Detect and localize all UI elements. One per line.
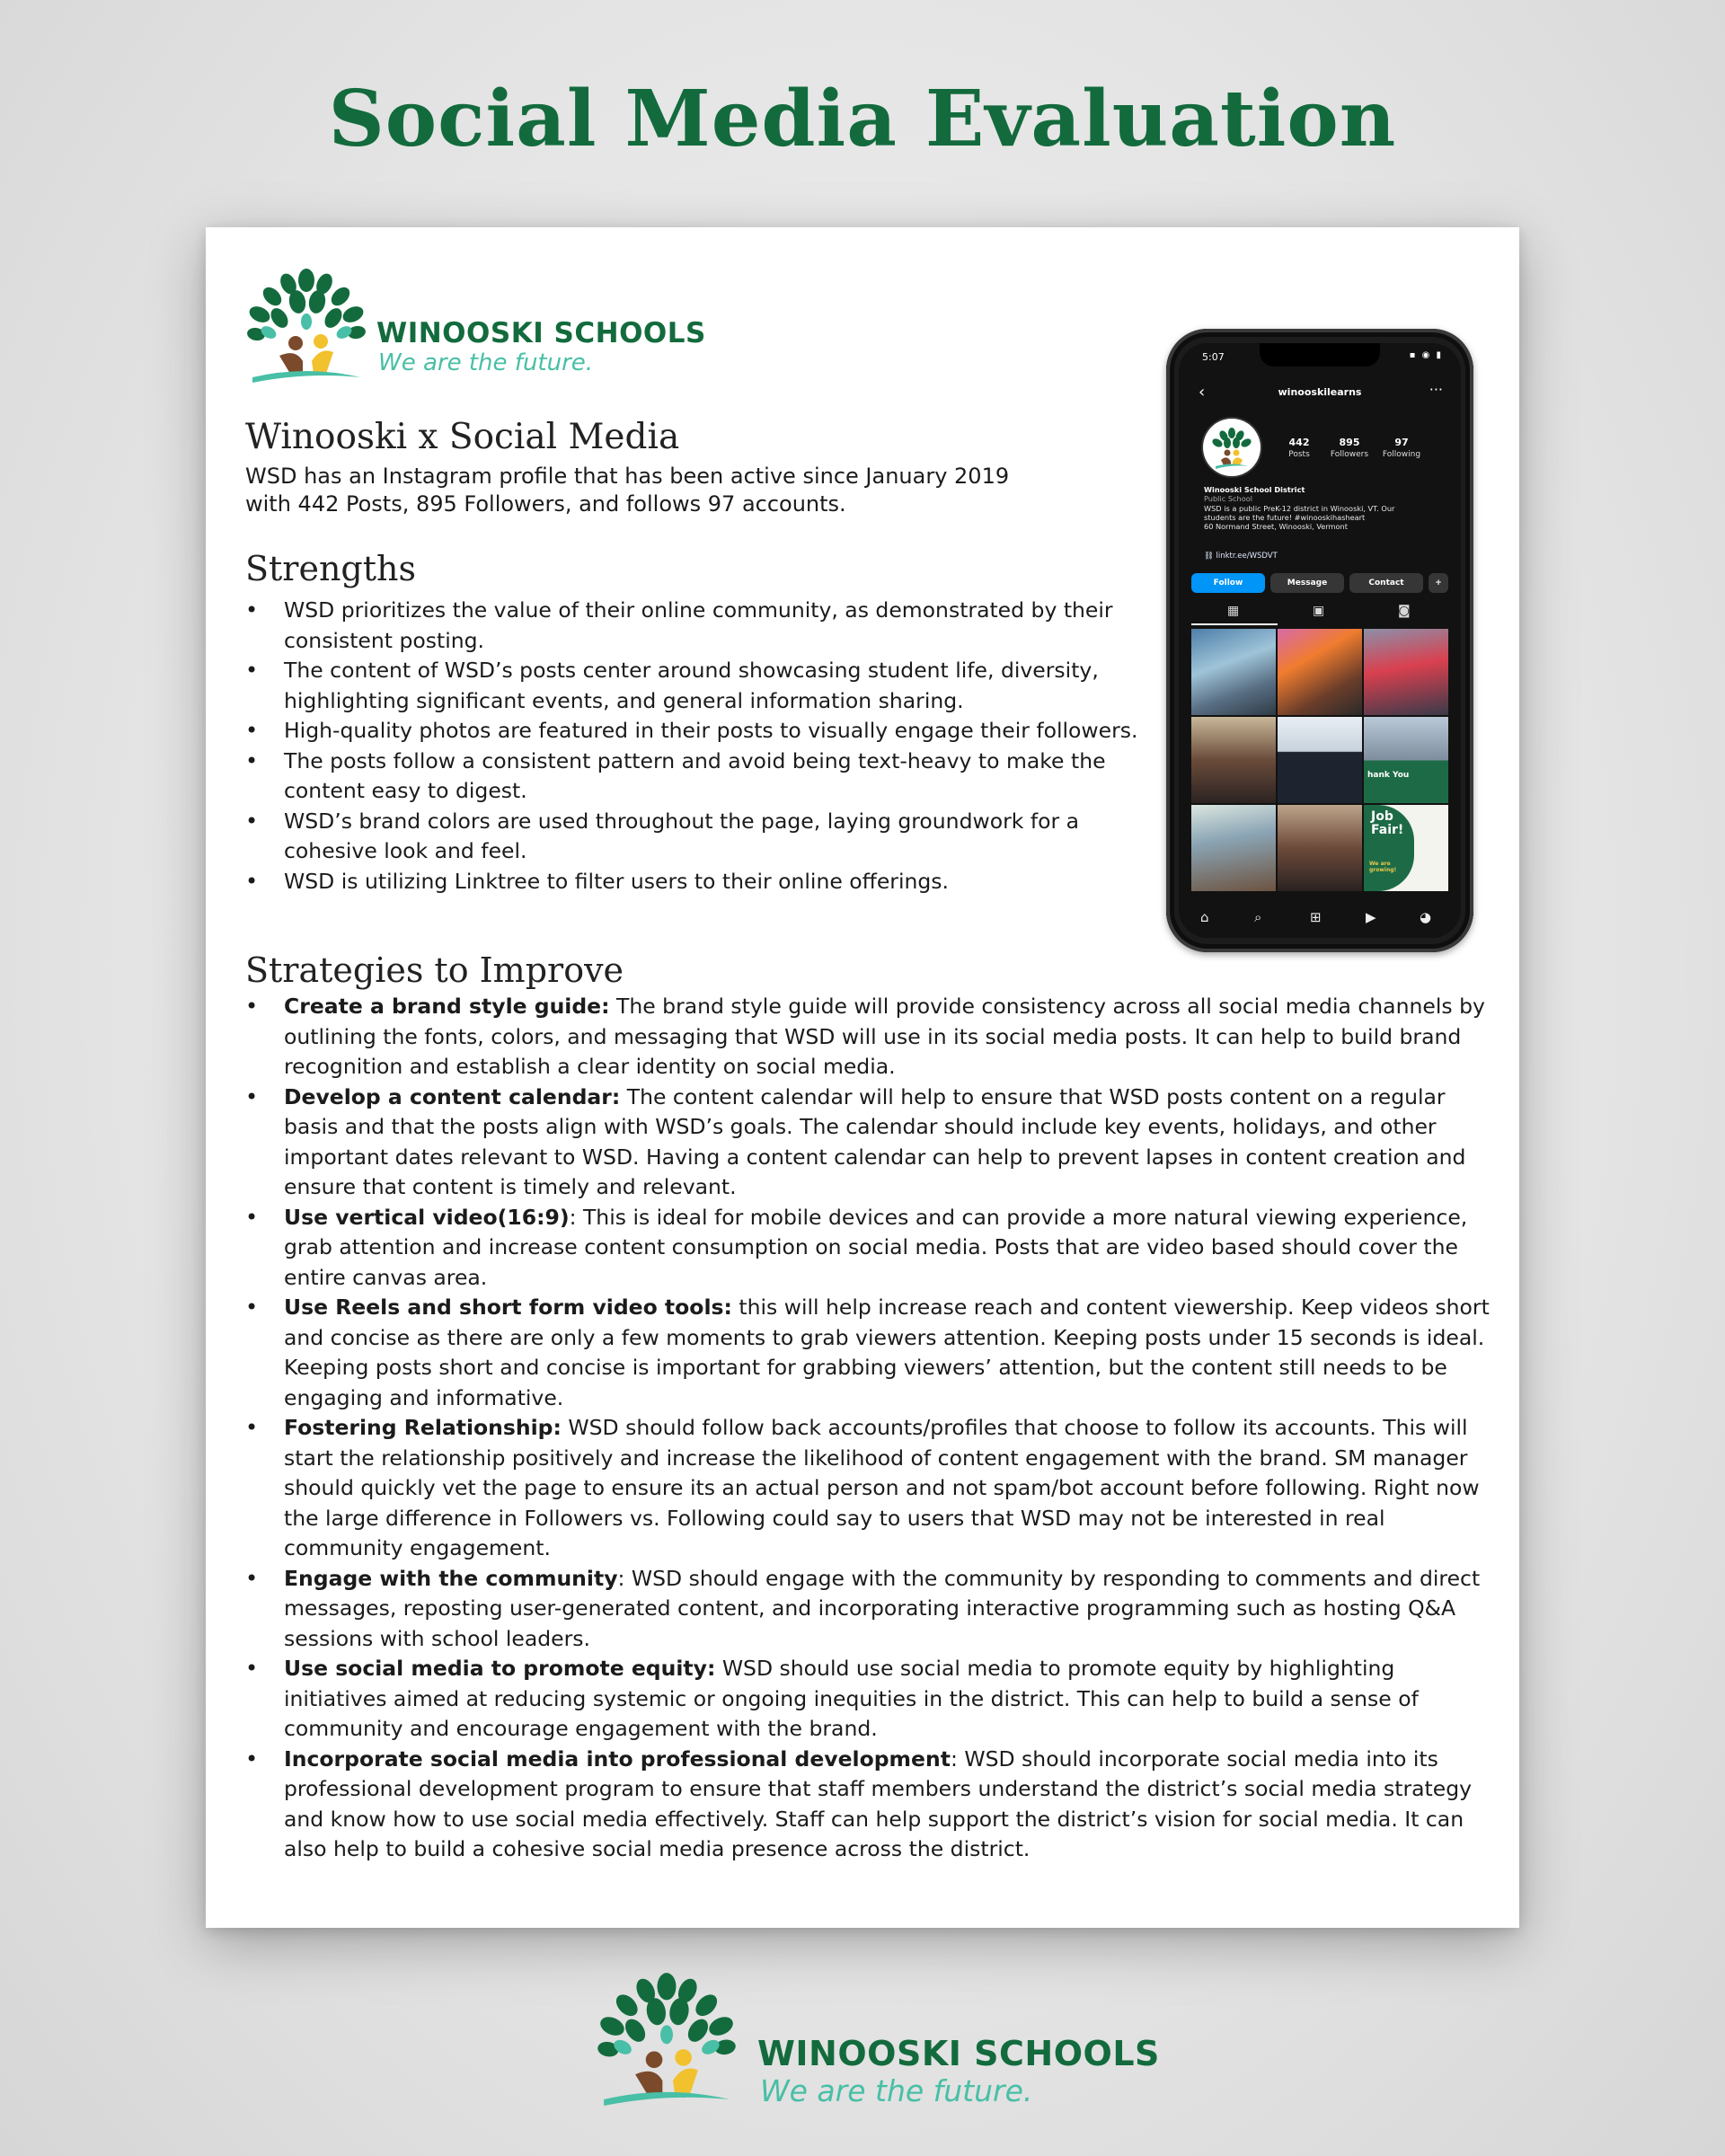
message-button[interactable]: Message: [1270, 573, 1344, 593]
profile-link-text: linktr.ee/WSDVT: [1216, 552, 1278, 561]
tagged-icon[interactable]: ◙: [1398, 604, 1411, 618]
strategy-text: WSD should use social media to promote equity by highlighting initiatives aimed at reducing systemic or ongoing inequities in the district. This can help to build a sense of community and encourage engagement with the brand.: [284, 1656, 1419, 1741]
followers-count: 895: [1339, 437, 1360, 448]
list-item: • WSD’s brand colors are used throughout the page, laying groundwork for a cohesive look and feel.: [245, 807, 1149, 867]
post-thumbnail[interactable]: [1191, 717, 1276, 803]
intro-line: WSD has an Instagram profile that has been active since January 2019: [245, 464, 1010, 489]
brand-name: WINOOSKI SCHOOLS: [376, 317, 706, 349]
profile-username: winooskilearns: [1278, 386, 1362, 398]
strategy-label: Develop a content calendar:: [284, 1083, 621, 1109]
list-item: • The content of WSD’s posts center around showcasing student life, diversity, highlighting significant events, and general information sharing.: [245, 656, 1149, 716]
followers-label: Followers: [1330, 450, 1369, 459]
following-label: Following: [1382, 450, 1421, 459]
back-arrow-icon[interactable]: ‹: [1199, 383, 1206, 402]
list-item: • The posts follow a consistent pattern and avoid being text-heavy to make the content easy to digest.: [245, 747, 1149, 807]
add-person-icon[interactable]: +: [1429, 573, 1448, 593]
intro-section: [245, 417, 1144, 518]
status-icons: ▪ ◉ ▮: [1409, 350, 1443, 360]
list-item: [245, 992, 1503, 1082]
strategy-text: The content calendar will help to ensure that WSD posts content on a regular basis and that the posts align with WSD’s goals. The calendar should include key events, holidays, and other important dates relevant to WSD. Having a content calendar can help to prevent lapses in content creation and ensure that content is timely and relevant.: [284, 1083, 1466, 1199]
post-thumbnail[interactable]: [1278, 717, 1362, 803]
page-title: Social Media Evaluation: [328, 74, 1397, 164]
strengths-heading: Strengths: [245, 549, 416, 588]
strategy-label: Fostering Relationship:: [284, 1415, 562, 1440]
strategy-text: : This is ideal for mobile devices and can provide a more natural viewing experience, grab attention and increase content consumption on social media. Posts that are video based should cover the entire canvas area.: [284, 1204, 1468, 1290]
create-icon[interactable]: ⊞: [1310, 909, 1322, 925]
winooski-logo-icon: [243, 268, 369, 388]
posts-label: Posts: [1288, 450, 1310, 459]
profile-avatar-icon[interactable]: ◕: [1420, 909, 1432, 925]
growing-tile-text: We are growing!: [1369, 861, 1397, 873]
list-item: [245, 1293, 1503, 1413]
post-thumbnail[interactable]: [1278, 805, 1362, 891]
winooski-logo-icon: [593, 1972, 740, 2112]
list-item: [245, 1203, 1503, 1294]
post-thumbnail[interactable]: [1191, 629, 1276, 715]
bio-line: WSD is a public PreK-12 district in Winooski, VT. Our: [1204, 503, 1395, 513]
document-title: Winooski x Social Media: [245, 417, 680, 457]
avatar[interactable]: [1203, 419, 1261, 476]
list-item: • High-quality photos are featured in their posts to visually engage their followers.: [245, 716, 1149, 747]
list-item: [245, 1654, 1503, 1745]
posts-stat[interactable]: [1272, 437, 1326, 459]
home-icon[interactable]: ⌂: [1200, 909, 1209, 925]
list-item: [245, 1413, 1503, 1564]
reels-nav-icon[interactable]: ▶: [1366, 909, 1376, 925]
strategies-heading: Strategies to Improve: [245, 950, 624, 990]
followers-stat[interactable]: [1322, 437, 1376, 459]
list-item: [245, 1564, 1503, 1655]
phone-mockup: [1166, 329, 1473, 952]
strategies-section: [245, 950, 1503, 1865]
brand-tagline: We are the future.: [760, 2073, 1033, 2108]
strategy-text: : WSD should engage with the community by responding to comments and direct messages, reposting user-generated content, and incorporating interactive programming such as hosting Q&A sessions with school leaders.: [284, 1565, 1481, 1651]
thank-you-tile-text: hank You: [1367, 771, 1410, 780]
grid-icon[interactable]: ▦: [1227, 604, 1240, 618]
link-icon: ⛓: [1204, 552, 1214, 561]
post-thumbnail[interactable]: [1364, 805, 1448, 891]
list-item: • WSD is utilizing Linktree to filter users to their online offerings.: [245, 867, 1149, 897]
intro-text: [245, 463, 1144, 518]
strategy-text: WSD should follow back accounts/profiles that choose to follow its accounts. This will start the relationship positively and increase the likelihood of content engagement with the brand. SM manager should quickly vet the page to ensure its an actual person and not spam/bot account before following. Right now the large difference in Followers vs. Following could say to users that WSD may not be interested in real community engagement.: [284, 1415, 1480, 1560]
strategy-label: Use Reels and short form video tools:: [284, 1294, 732, 1320]
status-time: 5:07: [1202, 351, 1225, 363]
strategy-text: The brand style guide will provide consistency across all social media channels by outlining the fonts, colors, and messaging that WSD will use in its social media posts. It can help to build brand recognition and establish a clear identity on social media.: [284, 994, 1485, 1079]
brand-tagline: We are the future.: [378, 349, 594, 376]
job-fair-tile-text: Job Fair!: [1371, 809, 1404, 837]
brand-name: WINOOSKI SCHOOLS: [757, 2034, 1160, 2073]
bio-category: Public School: [1204, 494, 1253, 504]
search-icon[interactable]: ⌕: [1254, 909, 1262, 925]
profile-link[interactable]: [1204, 552, 1278, 561]
follow-button[interactable]: Follow: [1191, 573, 1265, 593]
following-stat[interactable]: [1375, 437, 1429, 459]
more-icon[interactable]: ···: [1429, 381, 1443, 398]
instagram-screen: [1179, 343, 1461, 938]
list-item: • WSD prioritizes the value of their online community, as demonstrated by their consistent posting.: [245, 596, 1149, 656]
bio-name: Winooski School District: [1204, 485, 1305, 494]
strengths-list: [245, 596, 1149, 897]
post-thumbnail[interactable]: [1278, 629, 1362, 715]
post-thumbnail[interactable]: [1191, 805, 1276, 891]
bottom-nav: [1179, 900, 1461, 938]
strategy-label: Use social media to promote equity:: [284, 1656, 716, 1681]
strategy-label: Use vertical video(16:9): [284, 1204, 570, 1230]
reels-icon[interactable]: ▣: [1313, 604, 1325, 618]
post-thumbnail[interactable]: [1364, 717, 1448, 803]
winooski-logo-icon: [1203, 419, 1261, 476]
post-thumbnail[interactable]: [1364, 629, 1448, 715]
strategy-label: Engage with the community: [284, 1565, 618, 1591]
bio-line: 60 Normand Street, Winooski, Vermont: [1204, 522, 1348, 532]
contact-button[interactable]: Contact: [1349, 573, 1423, 593]
intro-line: with 442 Posts, 895 Followers, and follows 97 accounts.: [245, 491, 846, 517]
strategy-label: Create a brand style guide:: [284, 994, 610, 1019]
list-item: [245, 1082, 1503, 1203]
profile-bio: [1204, 485, 1448, 531]
phone-notch: [1260, 343, 1380, 367]
strategies-list: [245, 992, 1503, 1865]
active-tab-indicator: [1191, 623, 1278, 625]
list-item: [245, 1745, 1503, 1865]
bio-line: students are the future! #winooskihasheart: [1204, 512, 1366, 522]
strategy-text: this will help increase reach and content viewership. Keep videos short and concise as there are only a few moments to grab viewers attention. Keeping posts under 15 seconds is ideal. Keeping posts short and concise is important for grabbing viewers’ attention, but the content still needs to be engaging and informative.: [284, 1294, 1490, 1410]
post-grid: [1191, 629, 1448, 893]
document-sheet: [206, 227, 1519, 1928]
strategy-text: : WSD should incorporate social media into its professional development program to ensure that staff members understand the district’s social media strategy and know how to use social media effectively. Staff can help support the district’s vision for social media. It can also help to build a cohesive social media presence across the district.: [284, 1745, 1473, 1861]
posts-count: 442: [1288, 437, 1310, 448]
strategy-label: Incorporate social media into professional development: [284, 1745, 951, 1772]
strengths-section: [245, 549, 1149, 897]
following-count: 97: [1394, 437, 1409, 448]
